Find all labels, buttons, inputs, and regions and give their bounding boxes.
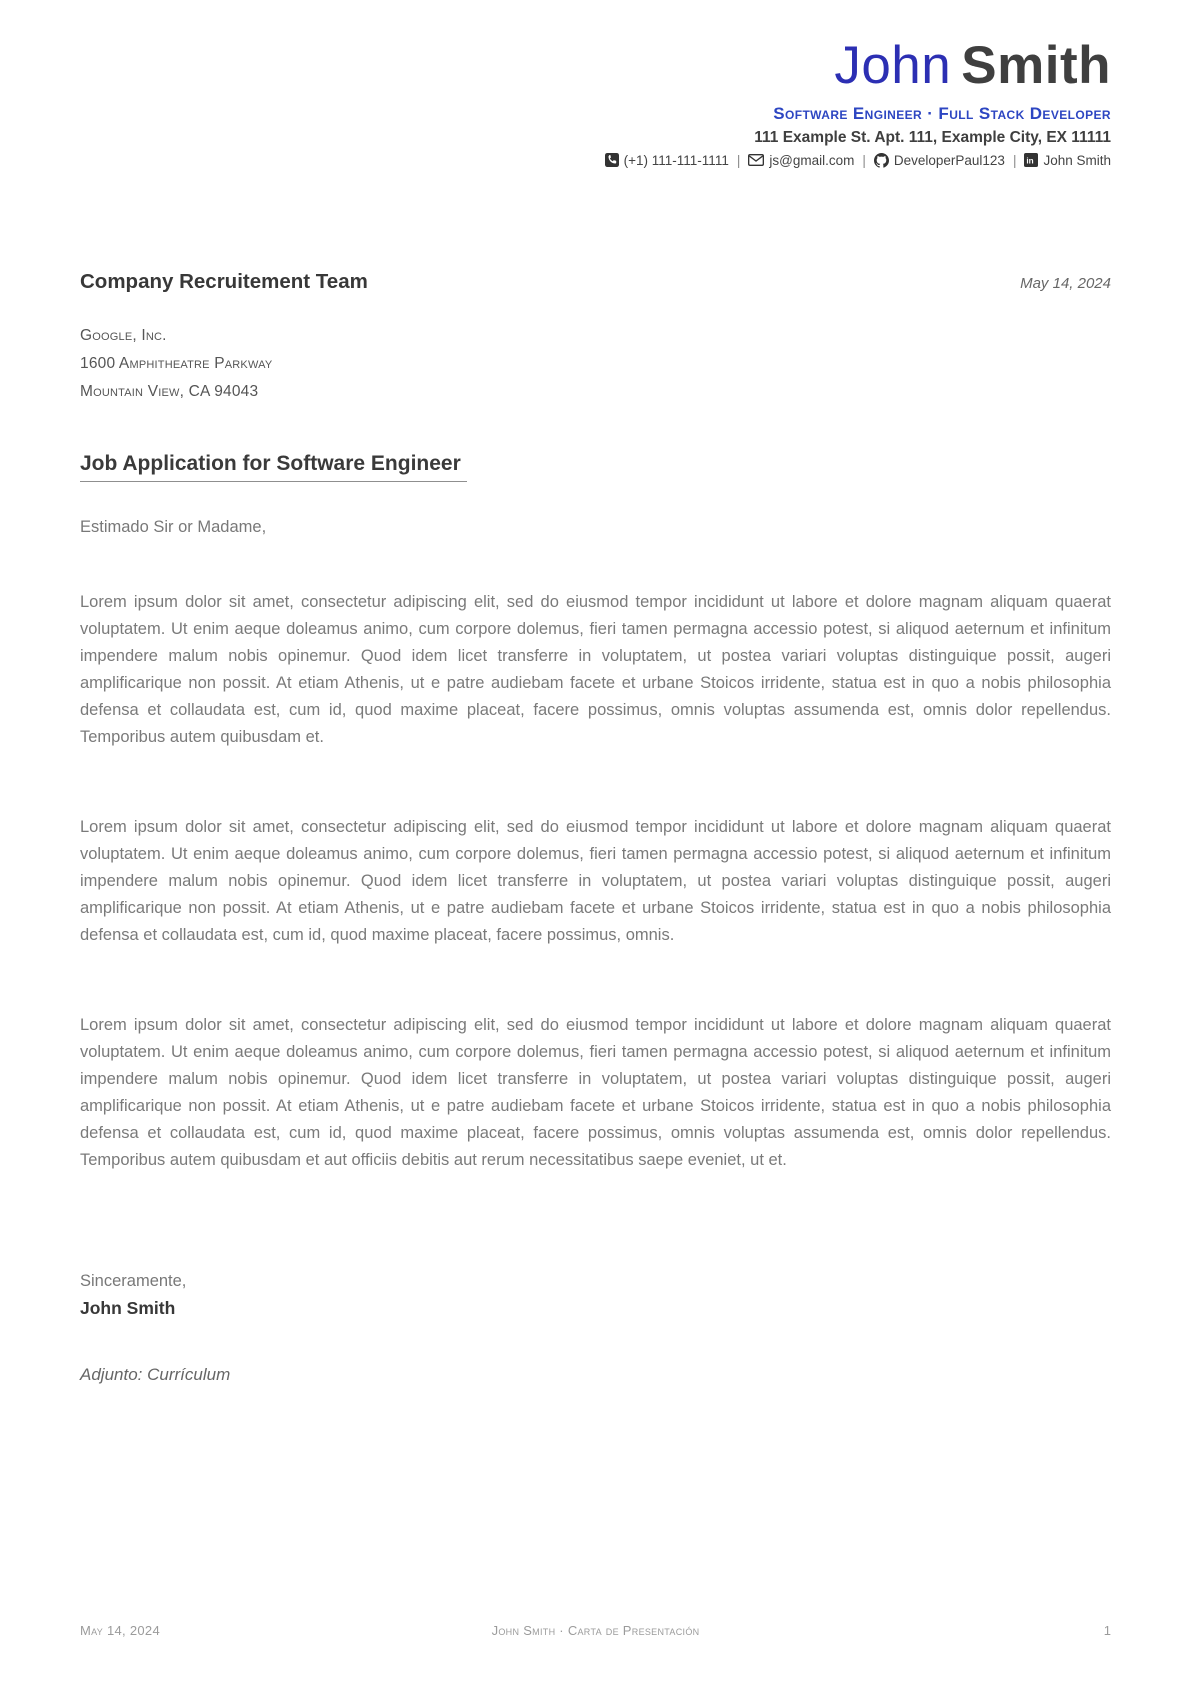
letter-body [80,589,1111,1174]
github-icon [874,153,889,168]
paragraph-1: Lorem ipsum dolor sit amet, consectetur adipiscing elit, sed do eiusmod tempor incididunt ut labore et dolore magnam aliquam quaerat voluptatem. Ut enim aeque doleamus animo, cum corpore dolemus, fieri tamen permagna accessio potest, si aliquod aeternum et infinitum impendere malum nobis opinemur. Quod idem licet transferre in voluptatem, ut postea variari voluptas distinguique possit, augeri amplificarique non possit. At etiam Athenis, ut e patre audiebam facete et urbane Stoicos irridente, statua est in quo a nobis philosophia defensa et collaudata est, cum id, quod maxime placeat, facere possimus, omnis voluptas assumenda est, omnis dolor repellendus. Temporibus autem quibusdam et. [80,592,1111,746]
linkedin-name: John Smith [1043,152,1111,168]
enclosure-note: Adjunto: Currículum [80,1364,231,1384]
contact-separator: | [736,152,741,168]
github-entry[interactable] [874,153,1005,168]
company-address-block [80,322,1111,406]
company-address-line1: 1600 Amphitheatre Parkway [80,354,273,372]
greeting: Estimado Sir or Madame, [80,517,267,536]
linkedin-entry[interactable] [1024,153,1111,168]
linkedin-icon [1024,153,1038,167]
email-entry[interactable] [748,153,854,168]
paragraph-2: Lorem ipsum dolor sit amet, consectetur adipiscing elit, sed do eiusmod tempor incididunt ut labore et dolore magnam aliquam quaerat voluptatem. Ut enim aeque doleamus animo, cum corpore dolemus, fieri tamen permagna accessio potest, si aliquod aeternum et infinitum impendere malum nobis opinemur. Quod idem licet transferre in voluptatem, ut postea variari voluptas distinguique possit, augeri amplificarique non possit. At etiam Athenis, ut e patre audiebam facete et urbane Stoicos irridente, statua est in quo a nobis philosophia defensa et collaudata est, cum id, quod maxime placeat, facere possimus, omnis. [80,817,1111,944]
closing-block [80,1272,1111,1319]
home-address: 111 Example St. Apt. 111, Example City, EX 11111 [754,128,1111,146]
recipient-row [80,270,1111,294]
footer-page-number: 1 [1103,1623,1111,1638]
phone-number: (+1) 111-111-1111 [623,152,729,168]
github-username: DeveloperPaul123 [893,152,1005,168]
paragraph-3: Lorem ipsum dolor sit amet, consectetur adipiscing elit, sed do eiusmod tempor incididunt ut labore et dolore magnam aliquam quaerat voluptatem. Ut enim aeque doleamus animo, cum corpore dolemus, fieri tamen permagna accessio potest, si aliquod aeternum et infinitum impendere malum nobis opinemur. Quod idem licet transferre in voluptatem, ut postea variari voluptas distinguique possit, augeri amplificarique non possit. At etiam Athenis, ut e patre audiebam facete et urbane Stoicos irridente, statua est in quo a nobis philosophia defensa et collaudata est, cum id, quod maxime placeat, facere possimus, omnis voluptas assumenda est, omnis dolor repellendus. Temporibus autem quibusdam et aut officiis debitis aut rerum necessitatibus saepe eveniet, ut et. [80,1015,1111,1169]
header [80,38,1111,168]
email-address: js@gmail.com [769,152,855,168]
svg-text:in: in [1026,156,1035,166]
person-name [80,38,1111,94]
contact-separator: | [1012,152,1017,168]
phone-entry[interactable] [605,153,729,168]
envelope-icon [748,154,764,166]
page-footer [80,1623,1111,1638]
company-name: Google, Inc. [80,326,167,344]
closing-word: Sinceramente, [80,1271,187,1290]
first-name: John [834,36,952,95]
position-title: Software Engineer · Full Stack Developer [773,103,1111,123]
footer-document-title: John Smith · Carta de Presentación [491,1623,700,1638]
signature-name: John Smith [80,1297,176,1318]
letter-title: Job Application for Software Engineer [80,452,467,482]
last-name: Smith [961,36,1111,95]
letter-date: May 14, 2024 [1020,274,1111,292]
company-address-line2: Mountain View, CA 94043 [80,382,259,400]
recipient-team: Company Recruitement Team [80,269,368,293]
phone-icon [605,153,619,167]
contact-bar [80,153,1111,168]
letter-title-wrap [80,452,1111,482]
contact-separator: | [862,152,866,168]
footer-date: May 14, 2024 [80,1623,160,1638]
